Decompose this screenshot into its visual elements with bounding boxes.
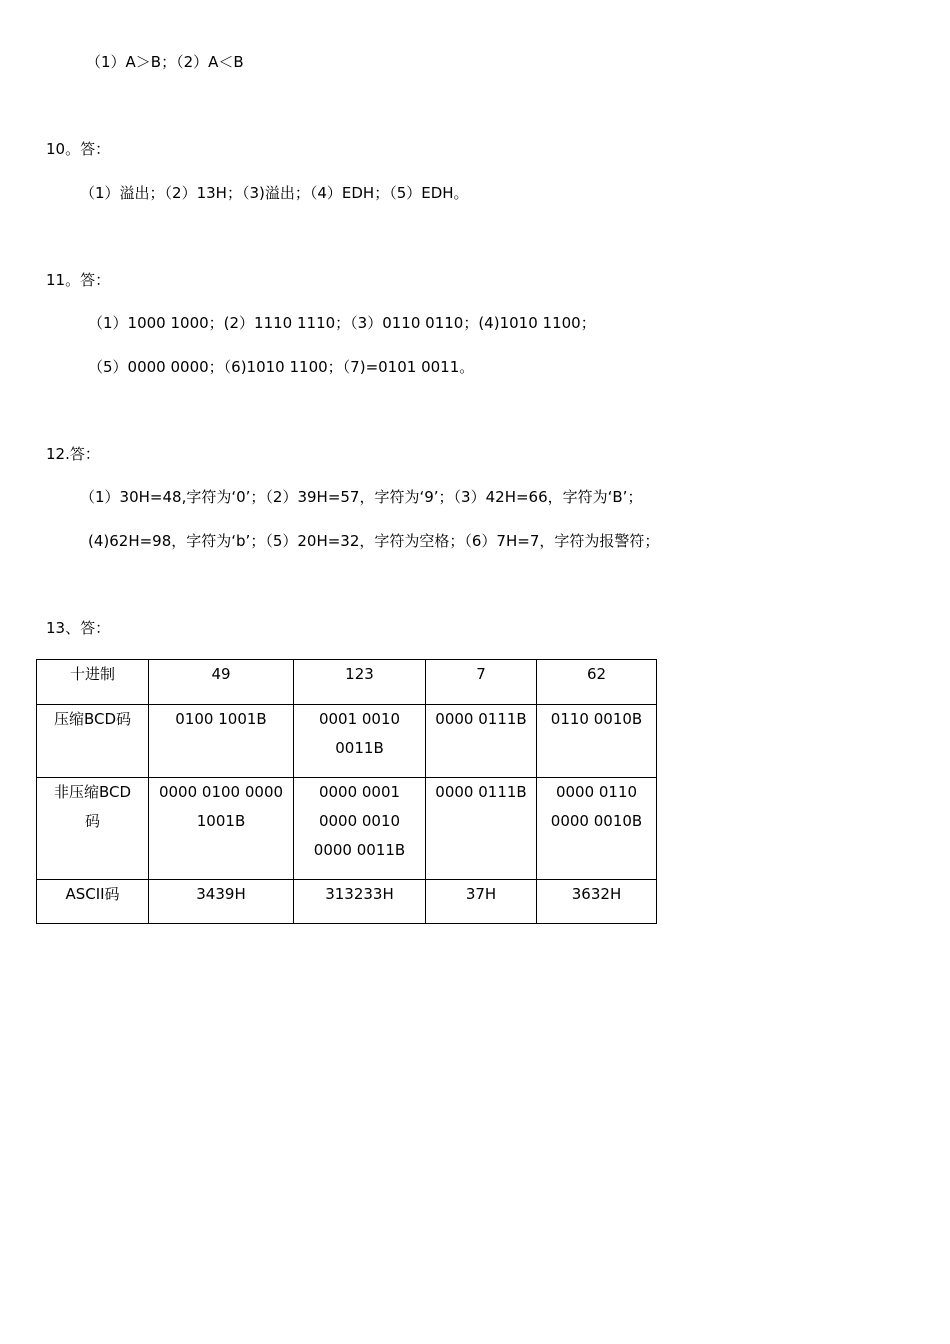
question-11-answer-line-1: （1）1000 1000；(2）1110 1110；（3）0110 0110；(4)1010 1100； <box>88 314 596 332</box>
row-label-ascii: ASCII码 <box>37 880 149 924</box>
table-cell: 37H <box>426 880 537 924</box>
number-conversion-table <box>36 659 657 924</box>
table-cell: 0000 0111B <box>426 778 537 880</box>
table-cell: 0110 0010B <box>537 705 657 778</box>
table-cell: 0100 1001B <box>149 705 294 778</box>
row-label-unpacked-bcd: 非压缩BCD 码 <box>37 778 149 880</box>
table-cell: 313233H <box>294 880 426 924</box>
question-12-heading: 12.答： <box>46 445 100 463</box>
header-cell-62: 62 <box>537 660 657 705</box>
header-cell-49: 49 <box>149 660 294 705</box>
header-cell-decimal: 十进制 <box>37 660 149 705</box>
question-10-answer: （1）溢出；（2）13H；（3)溢出；（4）EDH；（5）EDH。 <box>80 184 469 202</box>
table-row-packed-bcd <box>37 705 657 778</box>
table-row-unpacked-bcd <box>37 778 657 880</box>
question-12-answer-line-1: （1）30H=48,字符为‘0’；（2）39H=57，字符为‘9’；（3）42H=66，字符为‘B’； <box>80 488 643 506</box>
table-cell: 0001 0010 0011B <box>294 705 426 778</box>
table-header-row <box>37 660 657 705</box>
table-cell: 0000 0001 0000 0010 0000 0011B <box>294 778 426 880</box>
table-row-ascii <box>37 880 657 924</box>
table-cell: 3439H <box>149 880 294 924</box>
question-13-heading: 13、答： <box>46 619 111 637</box>
question-11-heading: 11。答： <box>46 271 111 289</box>
table-cell: 3632H <box>537 880 657 924</box>
table-cell: 0000 0100 0000 1001B <box>149 778 294 880</box>
table-cell: 0000 0110 0000 0010B <box>537 778 657 880</box>
header-cell-123: 123 <box>294 660 426 705</box>
question-12-answer-line-2: (4)62H=98，字符为‘b’；（5）20H=32，字符为空格；（6）7H=7，字符为报警符； <box>88 532 660 550</box>
answer-line-ab-compare: （1）A＞B；（2）A＜B <box>86 53 244 71</box>
table-cell: 0000 0111B <box>426 705 537 778</box>
row-label-packed-bcd: 压缩BCD码 <box>37 705 149 778</box>
question-10-heading: 10。答： <box>46 140 111 158</box>
header-cell-7: 7 <box>426 660 537 705</box>
question-11-answer-line-2: （5）0000 0000；（6)1010 1100；（7)=0101 0011。 <box>88 358 475 376</box>
